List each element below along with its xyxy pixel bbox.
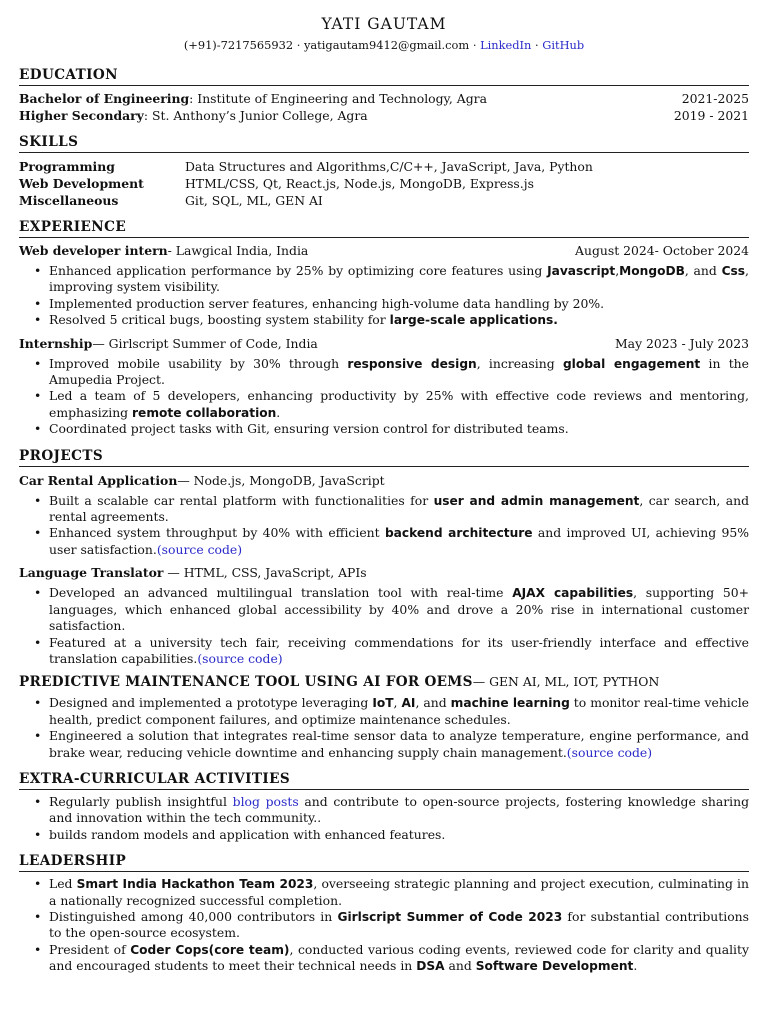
leadership-bullets xyxy=(19,876,749,974)
job-bullets xyxy=(19,356,749,438)
skill-row xyxy=(19,192,749,209)
bold-keyword: large-scale applications. xyxy=(389,313,558,328)
bullet-item: • Enhanced system throughput by 40% with efficient backend architecture and improved UI, achieving 95% user satisfaction.(source code) xyxy=(19,525,749,558)
project-header: PREDICTIVE MAINTENANCE TOOL USING AI FOR OEMS— GEN AI, ML, IOT, PYTHON xyxy=(19,674,660,691)
extracurricular-bullets xyxy=(19,794,749,843)
contact-line: (+91)-7217565932 · yatigautam9412@gmail.com · LinkedIn · GitHub xyxy=(183,38,585,52)
job-role: Internship xyxy=(19,335,93,351)
email-address: yatigautam9412@gmail.com xyxy=(303,38,470,52)
section-title-experience: EXPERIENCE xyxy=(19,219,749,238)
bullet-item: • Resolved 5 critical bugs, boosting system stability for large-scale applications. xyxy=(19,312,749,328)
project-header: Language Translator — HTML, CSS, JavaScript, APIs xyxy=(19,565,367,581)
education-entry: Bachelor of Engineering: Institute of Engineering and Technology, Agra 2021-2025 xyxy=(19,91,749,106)
skill-values: Data Structures and Algorithms,C/C++, JavaScript, Java, Python xyxy=(185,159,593,174)
bullet-item: • Distinguished among 40,000 contributors in Girlscript Summer of Code 2023 for substantial contributions to the open-source ecosystem. xyxy=(19,909,749,942)
section-title-education: EDUCATION xyxy=(19,67,749,86)
section-title-leadership: LEADERSHIP xyxy=(19,853,749,872)
bullet-item: • Engineered a solution that integrates real-time sensor data to analyze temperature, engine performance, and brake wear, reducing vehicle downtime and enhancing supply chain management.(source code) xyxy=(19,728,749,761)
project-header: Car Rental Application— Node.js, MongoDB, JavaScript xyxy=(19,472,385,488)
bold-keyword: responsive design xyxy=(347,356,477,371)
bullet-item: • Coordinated project tasks with Git, ensuring version control for distributed teams. xyxy=(19,421,749,437)
bullet-item: • Built a scalable car rental platform with functionalities for user and admin management, car search, and rental agreements. xyxy=(19,493,749,526)
bullet-item: • Led Smart India Hackathon Team 2023, overseeing strategic planning and project execution, culminating in a nationally recognized successful completion. xyxy=(19,876,749,909)
bullet-item: • Developed an advanced multilingual translation tool with real-time AJAX capabilities, supporting 50+ languages, which enhanced global accessibility by 40% and drove a 20% rise in international customer satisfaction. xyxy=(19,585,749,634)
school: St. Anthony’s Junior College, Agra xyxy=(152,108,368,123)
bold-keyword: MongoDB xyxy=(619,264,685,278)
job-bullets xyxy=(19,263,749,329)
job-header: Web developer intern- Lawgical India, India August 2024- October 2024 xyxy=(19,243,749,258)
bold-keyword: AI xyxy=(401,696,416,711)
bullet-item: • Regularly publish insightful blog posts and contribute to open-source projects, fostering knowledge sharing and innovation within the tech community.. xyxy=(19,794,749,827)
resume-page xyxy=(19,0,749,975)
section-title-skills: SKILLS xyxy=(19,134,749,153)
skill-category: Programming xyxy=(19,159,115,174)
bold-keyword: DSA xyxy=(416,959,445,974)
bold-keyword: Coder Cops(core team) xyxy=(130,942,290,957)
bold-keyword: Girlscript Summer of Code 2023 xyxy=(337,909,563,924)
school: Institute of Engineering and Technology, Agra xyxy=(197,91,487,106)
education-dates: 2021-2025 xyxy=(681,91,749,106)
job-org: Lawgical India, India xyxy=(175,243,309,258)
bullet-item: • Designed and implemented a prototype leveraging IoT, AI, and machine learning to monitor real-time vehicle health, predict component failures, and optimize maintenance schedules. xyxy=(19,695,749,728)
bold-keyword: Css xyxy=(721,264,746,278)
project-name: Language Translator xyxy=(19,565,164,581)
github-link[interactable]: GitHub xyxy=(542,38,585,52)
degree: Bachelor of Engineering xyxy=(19,91,190,106)
bold-keyword: Smart India Hackathon Team 2023 xyxy=(76,877,314,892)
candidate-name: YATI GAUTAM xyxy=(321,15,447,33)
project-name: PREDICTIVE MAINTENANCE TOOL USING AI FOR OEMS xyxy=(19,674,473,691)
education-list xyxy=(19,90,749,124)
bullet-item: • Implemented production server features, enhancing high-volume data handling by 20%. xyxy=(19,296,749,312)
job-role: Web developer intern xyxy=(19,243,168,258)
education-entry: Higher Secondary: St. Anthony’s Junior College, Agra 2019 - 2021 xyxy=(19,108,749,123)
skill-values: HTML/CSS, Qt, React.js, Node.js, MongoDB, Express.js xyxy=(185,176,534,191)
bold-keyword: remote collaboration xyxy=(132,405,277,420)
source-link[interactable]: (source code) xyxy=(197,650,283,666)
project-tech: Node.js, MongoDB, JavaScript xyxy=(193,472,385,488)
phone-number: (+91)-7217565932 xyxy=(183,38,294,52)
bullet-item: • Enhanced application performance by 25% by optimizing core features using Javascript,MongoDB, and Css, improving system visibility. xyxy=(19,263,749,296)
bold-keyword: Software Development xyxy=(475,959,634,974)
project-tech: HTML, CSS, JavaScript, APIs xyxy=(183,565,367,581)
source-link[interactable]: blog posts xyxy=(232,793,299,809)
bullet-item: • builds random models and application with enhanced features. xyxy=(19,827,749,843)
job-org: Girlscript Summer of Code, India xyxy=(108,335,318,351)
bold-keyword: AJAX capabilities xyxy=(512,586,634,601)
skills-list xyxy=(19,158,749,209)
section-title-projects: PROJECTS xyxy=(19,448,749,467)
job-dates: May 2023 - July 2023 xyxy=(615,335,749,351)
bullet-item: • Improved mobile usability by 30% through responsive design, increasing global engagement in the Amupedia Project. xyxy=(19,356,749,389)
skill-category: Miscellaneous xyxy=(19,193,119,208)
skill-category: Web Development xyxy=(19,176,144,191)
bullet-item: • Featured at a university tech fair, receiving commendations for its user-friendly interface and effective translation capabilities.(source code) xyxy=(19,635,749,668)
education-dates: 2019 - 2021 xyxy=(673,108,749,123)
section-title-extracurricular: EXTRA-CURRICULAR ACTIVITIES xyxy=(19,771,749,790)
skill-row xyxy=(19,175,749,192)
project-bullets xyxy=(19,493,749,559)
skill-row xyxy=(19,158,749,175)
job-header: Internship— Girlscript Summer of Code, India May 2023 - July 2023 xyxy=(19,335,749,351)
linkedin-link[interactable]: LinkedIn xyxy=(480,38,532,52)
bold-keyword: machine learning xyxy=(450,696,570,711)
bold-keyword: IoT xyxy=(372,696,394,711)
source-link[interactable]: (source code) xyxy=(566,744,653,760)
source-link[interactable]: (source code) xyxy=(156,541,243,557)
project-tech: GEN AI, ML, IOT, PYTHON xyxy=(489,674,660,690)
bold-keyword: global engagement xyxy=(562,356,701,371)
project-bullets xyxy=(19,695,749,761)
skill-values: Git, SQL, ML, GEN AI xyxy=(185,193,323,208)
bullet-item: • President of Coder Cops(core team), conducted various coding events, reviewed code for clarity and quality and encouraged students to meet their technical needs in DSA and Software Development. xyxy=(19,942,749,975)
bold-keyword: Javascript xyxy=(547,264,616,278)
bold-keyword: backend architecture xyxy=(384,526,533,541)
bold-keyword: user and admin management xyxy=(433,493,640,508)
project-name: Car Rental Application xyxy=(19,472,178,488)
job-dates: August 2024- October 2024 xyxy=(575,243,749,258)
project-bullets xyxy=(19,585,749,667)
degree: Higher Secondary xyxy=(19,108,144,123)
bullet-item: • Led a team of 5 developers, enhancing productivity by 25% with effective code reviews and mentoring, emphasizing remote collaboration. xyxy=(19,388,749,421)
